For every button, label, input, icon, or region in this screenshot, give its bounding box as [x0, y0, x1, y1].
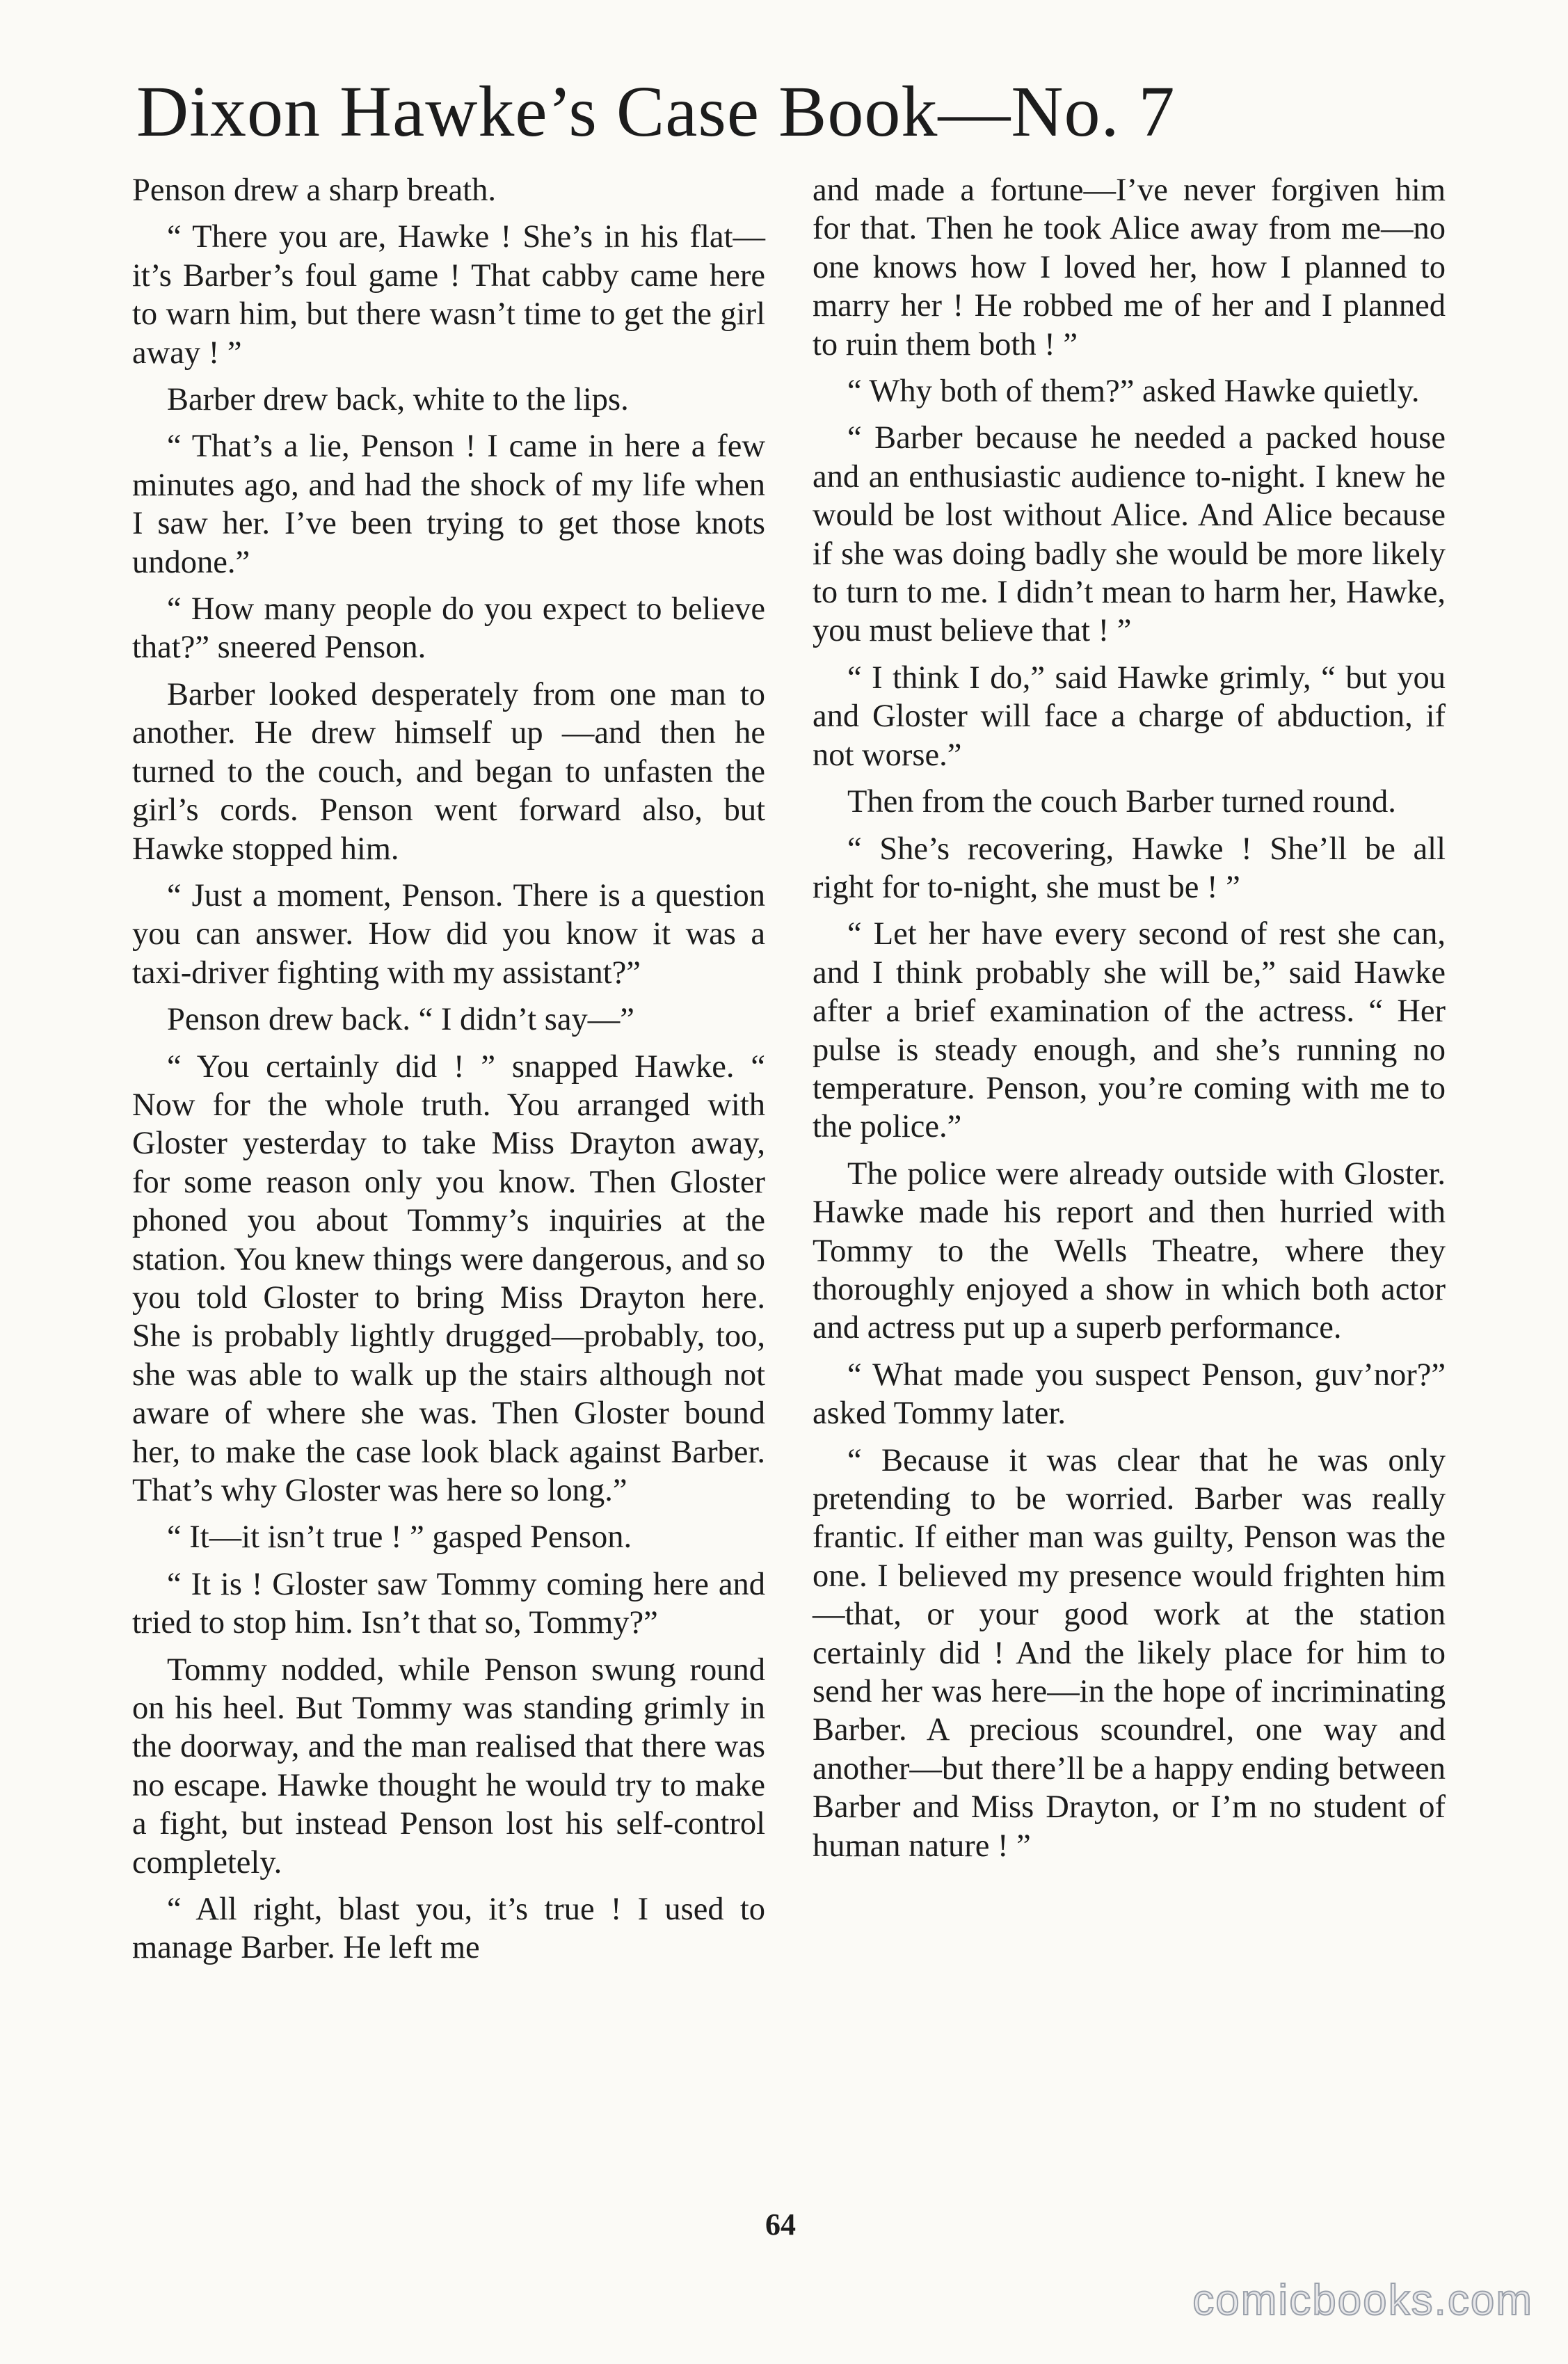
- page-number: 64: [765, 2207, 796, 2242]
- paragraph: “ What made you suspect Penson, guv’nor?” asked Tommy later.: [813, 1357, 1446, 1432]
- paragraph: The police were already outside with Gloster. Hawke made his report and then hurried with Tommy to the Wells Theatre, where they thoroughly enjoyed a show in which both actor and actress put up a superb performance.: [813, 1156, 1446, 1346]
- paragraph: “ There you are, Hawke ! She’s in his flat—it’s Barber’s foul game ! That cabby came here to warn him, but there wasn’t time to get the girl away ! ”: [132, 219, 765, 371]
- paragraph: Penson drew back. “ I didn’t say—”: [167, 1002, 634, 1038]
- paragraph: “ It—it isn’t true ! ” gasped Penson.: [167, 1519, 632, 1556]
- paragraph: “ It is ! Gloster saw Tommy coming here and tried to stop him. Isn’t that so, Tommy?”: [132, 1566, 765, 1641]
- paragraph: “ She’s recovering, Hawke ! She’ll be all right for to-night, she must be ! ”: [813, 831, 1446, 905]
- paragraph: Then from the couch Barber turned round.: [847, 784, 1396, 820]
- left-text-column: [132, 171, 765, 1976]
- right-text-column: [813, 171, 1446, 1874]
- paragraph: “ Just a moment, Penson. There is a question you can answer. How did you know it was a taxi-driver fighting with my assistant?”: [132, 877, 765, 991]
- paragraph: “ All right, blast you, it’s true ! I used to manage Barber. He left me: [132, 1892, 765, 1966]
- paragraph: Penson drew a sharp breath.: [132, 173, 496, 208]
- paragraph: “ I think I do,” said Hawke grimly, “ but you and Gloster will face a charge of abduction, if not worse.”: [813, 660, 1446, 773]
- paragraph: “ That’s a lie, Penson ! I came in here a few minutes ago, and had the shock of my life when I saw her. I’ve been trying to get those knots undone.”: [132, 429, 765, 580]
- paragraph: “ Why both of them?” asked Hawke quietly.: [847, 374, 1420, 410]
- paragraph: Barber looked desperately from one man to another. He drew himself up —and then he turned to the couch, and began to unfasten the girl’s cords. Penson went forward also, but Hawke stopped him.: [132, 676, 765, 867]
- paragraph: “ Barber because he needed a packed house and an enthusiastic audience to-night. I knew he would be lost without Alice. And Alice because if she was doing badly she would be more likely to turn to me. I didn’t mean to harm her, Hawke, you must believe that ! ”: [813, 420, 1446, 649]
- paragraph: Tommy nodded, while Penson swung round on his heel. But Tommy was standing grimly in the doorway, and the man realised that there was no escape. Hawke thought he would try to make a fight, but instead Penson lost his self-control completely.: [132, 1652, 765, 1880]
- watermark: comicbooks.com: [1192, 2276, 1533, 2324]
- paragraph: Barber drew back, white to the lips.: [167, 382, 629, 418]
- paragraph: “ Let her have every second of rest she can, and I think probably she will be,” said Hawke after a brief examination of the actress. “ Her pulse is steady enough, and she’s running no temperature. Penson, you’re coming with me to the police.”: [813, 916, 1446, 1145]
- paragraph: “ Because it was clear that he was only pretending to be worried. Barber was really frantic. If either man was guilty, Penson was the one. I believed my presence would frighten him—that, or your good work at the station certainly did ! And the likely place for him to send her was here—in the hope of incriminating Barber. A precious scoundrel, one way and another—but there’ll be a happy ending between Barber and Miss Drayton, or I’m no student of human nature ! ”: [813, 1442, 1446, 1864]
- paragraph: and made a fortune—I’ve never forgiven him for that. Then he took Alice away from me—no one knows how I loved her, how I planned to marry her ! He robbed me of her and I planned to ruin them both ! ”: [813, 173, 1446, 362]
- paragraph: “ How many people do you expect to believe that?” sneered Penson.: [132, 591, 765, 666]
- page-title: Dixon Hawke’s Case Book—No. 7: [136, 72, 1176, 152]
- paragraph: “ You certainly did ! ” snapped Hawke. “ Now for the whole truth. You arranged with Gloster yesterday to take Miss Drayton away, for some reason only you know. Then Gloster phoned you about Tommy’s inquiries at the station. You knew things were dangerous, and so you told Gloster to bring Miss Drayton here. She is probably lightly drugged—probably, too, she was able to walk up the stairs although not aware of where she was. Then Gloster bound her, to make the case look black against Barber. That’s why Gloster was here so long.”: [132, 1048, 765, 1508]
